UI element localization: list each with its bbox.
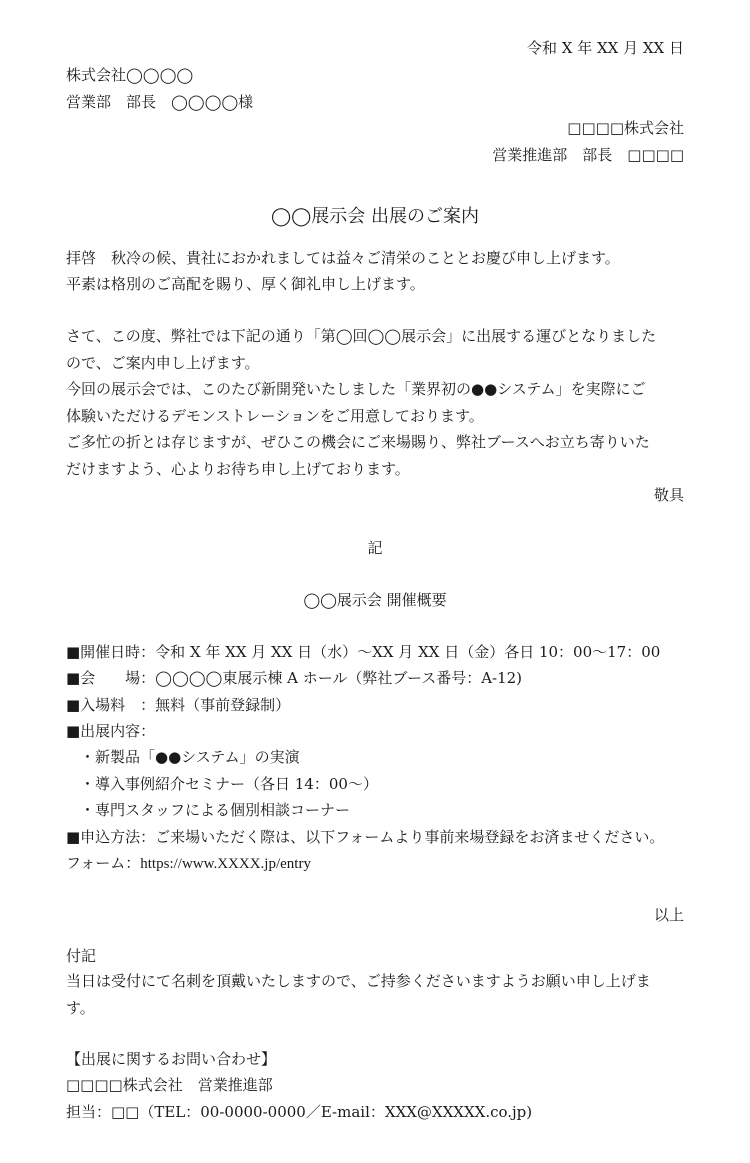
letter-date: 令和 X 年 XX 月 XX 日 xyxy=(526,39,684,57)
body-line-2: 平素は格別のご高配を賜り、厚く御礼申し上げます。 xyxy=(66,275,425,293)
sender-company: □□□□株式会社 xyxy=(567,119,684,137)
detail-fee: ■入場料 ：無料（事前登録制） xyxy=(66,696,291,714)
form-url-link[interactable]: https://www.XXXX.jp/entry xyxy=(140,856,311,872)
content-item-3: ・専門スタッフによる個別相談コーナー xyxy=(80,801,351,819)
contact-company: □□□□株式会社 営業推進部 xyxy=(66,1076,273,1094)
detail-date: ■開催日時：令和 X 年 XX 月 XX 日（水）〜XX 月 XX 日（金）各日 10：00〜17：00 xyxy=(66,643,661,661)
contact-person: 担当：□□（TEL：00-0000-0000／E-mail：XXX@XXXXX.co.jp) xyxy=(66,1103,533,1121)
detail-apply: ■申込方法：ご来場いただく際は、以下フォームより事前来場登録をお済ませください。 xyxy=(66,828,665,846)
detail-venue: ■会 場：◯◯◯◯東展示棟 A ホール（弊社ブース番号：A-12) xyxy=(66,669,523,687)
body-line-7: ご多忙の折とは存じますが、ぜひこの機会にご来場賜り、弊社ブースへお立ち寄りいた xyxy=(66,433,650,451)
content-item-1: ・新製品「●●システム」の実演 xyxy=(80,748,300,766)
postscript-line-2: す。 xyxy=(66,999,95,1017)
details-subheading: ◯◯展示会 開催概要 xyxy=(303,591,447,609)
body-line-8: だけますよう、心よりお待ち申し上げております。 xyxy=(66,460,410,478)
body-line-1: 拝啓 秋冷の候、貴社におかれましては益々ご清栄のこととお慶び申し上げます。 xyxy=(66,249,620,267)
content-item-2: ・導入事例紹介セミナー（各日 14：00〜） xyxy=(80,775,378,793)
sender-person: 営業推進部 部長 □□□□ xyxy=(492,146,684,164)
body-line-3: さて、この度、弊社では下記の通り「第◯回◯◯展示会」に出展する運びとなりました xyxy=(66,327,657,345)
body-line-5: 今回の展示会では、このたび新開発いたしました「業界初の●●システム」を実際にご xyxy=(66,380,646,398)
details-heading: 記 xyxy=(367,539,383,557)
body-line-6: 体験いただけるデモンストレーションをご用意しております。 xyxy=(66,407,484,425)
letter-title: ◯◯展示会 出展のご案内 xyxy=(270,206,479,227)
detail-content-label: ■出展内容： xyxy=(66,722,156,740)
postscript-line-1: 当日は受付にて名刺を頂戴いたしますので、ご持参くださいますようお願い申し上げま xyxy=(66,972,651,990)
postscript-label: 付記 xyxy=(66,947,97,965)
contact-heading: 【出展に関するお問い合わせ】 xyxy=(66,1050,277,1068)
end-mark: 以上 xyxy=(653,906,684,924)
recipient-person: 営業部 部長 ◯◯◯◯様 xyxy=(66,93,254,111)
form-label: フォーム： xyxy=(66,854,141,872)
form-line xyxy=(66,853,311,873)
closing-keigu: 敬具 xyxy=(653,486,684,504)
body-line-4: ので、ご案内申し上げます。 xyxy=(66,354,260,372)
recipient-company: 株式会社◯◯◯◯ xyxy=(66,66,194,84)
